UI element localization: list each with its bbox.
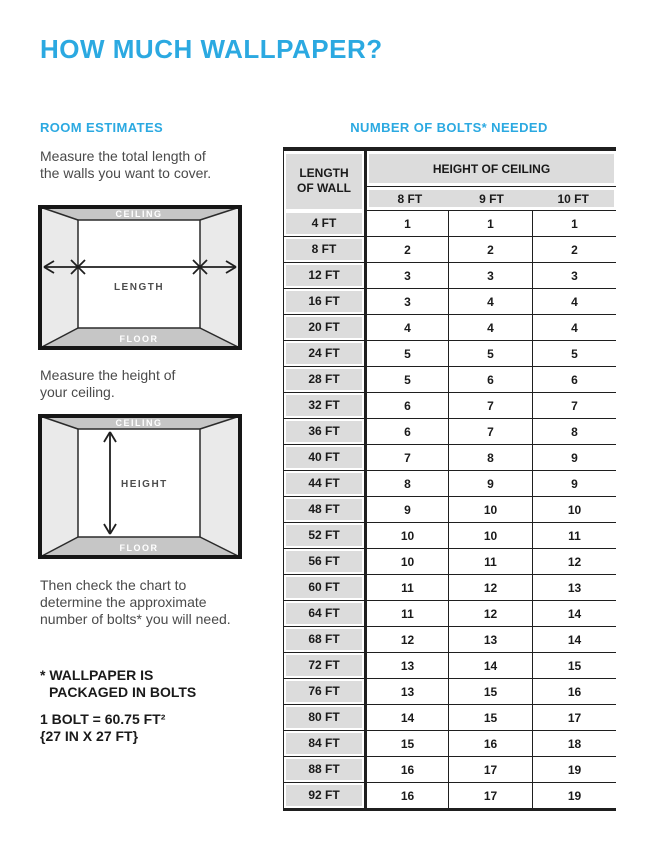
height-measure-label: HEIGHT bbox=[121, 479, 168, 490]
bolt-count-cell: 7 bbox=[532, 393, 616, 419]
table-row bbox=[284, 393, 616, 419]
bolt-count-cell: 14 bbox=[532, 627, 616, 653]
bolt-count-cell: 4 bbox=[448, 315, 532, 341]
wall-length-cell: 36 FT bbox=[284, 419, 364, 445]
bolt-count-cell: 4 bbox=[448, 289, 532, 315]
right-wall-shape bbox=[200, 416, 240, 557]
bolt-count-cell: 17 bbox=[532, 705, 616, 731]
bolt-count-cell: 8 bbox=[448, 445, 532, 471]
ceiling-label: CEILING bbox=[115, 209, 163, 219]
bolt-count-cell: 16 bbox=[448, 731, 532, 757]
bolt-count-cell: 3 bbox=[364, 263, 448, 289]
ceiling-height-columns-header bbox=[364, 187, 616, 211]
bolt-count-cell: 15 bbox=[532, 653, 616, 679]
bolt-count-cell: 11 bbox=[532, 523, 616, 549]
group-header-label: HEIGHT OF CEILING bbox=[432, 161, 551, 176]
bolt-count-cell: 2 bbox=[448, 237, 532, 263]
bolt-count-cell: 13 bbox=[532, 575, 616, 601]
table-row bbox=[284, 783, 616, 809]
step3-line3: number of bolts* you will need. bbox=[40, 611, 231, 627]
wall-length-cell: 20 FT bbox=[284, 315, 364, 341]
wall-length-cell: 40 FT bbox=[284, 445, 364, 471]
wall-length-cell: 48 FT bbox=[284, 497, 364, 523]
bolt-count-cell: 16 bbox=[364, 783, 448, 809]
table-row bbox=[284, 263, 616, 289]
bolt-count-cell: 4 bbox=[364, 315, 448, 341]
bolt-spec-line2: {27 IN X 27 FT} bbox=[40, 728, 139, 744]
step3-instruction bbox=[40, 577, 231, 628]
footnote-line2: PACKAGED IN BOLTS bbox=[49, 684, 197, 700]
bolt-count-cell: 1 bbox=[448, 211, 532, 237]
table-row bbox=[284, 575, 616, 601]
bolt-spec-line1: 1 BOLT = 60.75 FT² bbox=[40, 711, 166, 727]
length-of-wall-header bbox=[284, 151, 364, 211]
bolt-count-cell: 6 bbox=[532, 367, 616, 393]
bolt-count-cell: 14 bbox=[364, 705, 448, 731]
bolt-count-cell: 12 bbox=[448, 575, 532, 601]
table-row bbox=[284, 705, 616, 731]
table-row bbox=[284, 471, 616, 497]
wall-length-cell: 16 FT bbox=[284, 289, 364, 315]
col-header-9ft: 9 FT bbox=[479, 191, 504, 206]
step1-line2: the walls you want to cover. bbox=[40, 165, 212, 181]
table-row bbox=[284, 341, 616, 367]
wall-length-cell: 92 FT bbox=[284, 783, 364, 809]
bolt-count-cell: 5 bbox=[532, 341, 616, 367]
page-title: HOW MUCH WALLPAPER? bbox=[40, 34, 383, 64]
bolt-count-cell: 18 bbox=[532, 731, 616, 757]
table-row bbox=[284, 445, 616, 471]
bolt-count-cell: 17 bbox=[448, 783, 532, 809]
bolt-count-cell: 9 bbox=[448, 471, 532, 497]
bolt-count-cell: 2 bbox=[364, 237, 448, 263]
bolt-count-cell: 5 bbox=[364, 341, 448, 367]
bolt-count-cell: 10 bbox=[532, 497, 616, 523]
bolt-spec bbox=[40, 711, 165, 745]
wall-length-cell: 4 FT bbox=[284, 211, 364, 237]
right-wall-shape bbox=[200, 207, 240, 348]
bolt-count-cell: 2 bbox=[532, 237, 616, 263]
floor-label: FLOOR bbox=[119, 334, 159, 344]
bolt-count-cell: 3 bbox=[532, 263, 616, 289]
wall-length-cell: 24 FT bbox=[284, 341, 364, 367]
wall-length-cell: 60 FT bbox=[284, 575, 364, 601]
bolt-count-cell: 11 bbox=[364, 601, 448, 627]
corner-header-line1: LENGTH bbox=[299, 166, 349, 180]
table-row bbox=[284, 549, 616, 575]
table-row bbox=[284, 601, 616, 627]
bolt-count-cell: 13 bbox=[364, 679, 448, 705]
bolts-table-wrap bbox=[283, 147, 616, 811]
wall-length-cell: 68 FT bbox=[284, 627, 364, 653]
bolt-count-cell: 19 bbox=[532, 757, 616, 783]
floor-label: FLOOR bbox=[119, 543, 159, 553]
bolt-count-cell: 9 bbox=[532, 445, 616, 471]
bolt-count-cell: 10 bbox=[448, 523, 532, 549]
back-wall-shape bbox=[78, 220, 200, 328]
length-diagram bbox=[38, 205, 242, 350]
left-wall-shape bbox=[40, 416, 78, 557]
room-estimates-heading: ROOM ESTIMATES bbox=[40, 120, 164, 135]
bolt-count-cell: 3 bbox=[448, 263, 532, 289]
bolt-count-cell: 17 bbox=[448, 757, 532, 783]
wall-length-cell: 88 FT bbox=[284, 757, 364, 783]
bolt-count-cell: 7 bbox=[364, 445, 448, 471]
wall-length-cell: 80 FT bbox=[284, 705, 364, 731]
wall-length-cell: 28 FT bbox=[284, 367, 364, 393]
table-row bbox=[284, 237, 616, 263]
table-row bbox=[284, 315, 616, 341]
bolt-count-cell: 15 bbox=[448, 679, 532, 705]
bolt-count-cell: 8 bbox=[364, 471, 448, 497]
bolt-count-cell: 3 bbox=[364, 289, 448, 315]
bolt-count-cell: 15 bbox=[448, 705, 532, 731]
bolt-count-cell: 5 bbox=[364, 367, 448, 393]
wall-length-cell: 52 FT bbox=[284, 523, 364, 549]
wall-length-cell: 76 FT bbox=[284, 679, 364, 705]
length-measure-label: LENGTH bbox=[113, 282, 165, 293]
table-row bbox=[284, 653, 616, 679]
height-diagram bbox=[38, 414, 242, 559]
bolt-count-cell: 7 bbox=[448, 393, 532, 419]
step2-line2: your ceiling. bbox=[40, 384, 115, 400]
bolt-count-cell: 12 bbox=[532, 549, 616, 575]
table-row bbox=[284, 419, 616, 445]
bolt-count-cell: 6 bbox=[364, 393, 448, 419]
left-wall-shape bbox=[40, 207, 78, 348]
bolts-needed-heading: NUMBER OF BOLTS* NEEDED bbox=[350, 120, 548, 135]
bolt-count-cell: 1 bbox=[532, 211, 616, 237]
bolt-count-cell: 13 bbox=[448, 627, 532, 653]
bolt-count-cell: 4 bbox=[532, 289, 616, 315]
ceiling-label: CEILING bbox=[115, 418, 163, 428]
bolt-count-cell: 10 bbox=[364, 523, 448, 549]
col-header-10ft: 10 FT bbox=[557, 191, 589, 206]
header-row-1 bbox=[284, 151, 616, 187]
bolt-count-cell: 10 bbox=[448, 497, 532, 523]
table-row bbox=[284, 679, 616, 705]
bolt-count-cell: 15 bbox=[364, 731, 448, 757]
footnote-line1: * WALLPAPER IS bbox=[40, 667, 154, 683]
bolt-count-cell: 11 bbox=[448, 549, 532, 575]
wall-length-cell: 12 FT bbox=[284, 263, 364, 289]
wall-length-cell: 84 FT bbox=[284, 731, 364, 757]
bolt-count-cell: 12 bbox=[364, 627, 448, 653]
table-row bbox=[284, 731, 616, 757]
bolt-count-cell: 9 bbox=[364, 497, 448, 523]
table-row bbox=[284, 211, 616, 237]
corner-header-line2: OF WALL bbox=[297, 181, 351, 195]
bolt-count-cell: 13 bbox=[364, 653, 448, 679]
bolt-count-cell: 8 bbox=[532, 419, 616, 445]
bolt-count-cell: 11 bbox=[364, 575, 448, 601]
bolt-count-cell: 6 bbox=[364, 419, 448, 445]
table-row bbox=[284, 627, 616, 653]
table-row bbox=[284, 497, 616, 523]
wall-length-cell: 44 FT bbox=[284, 471, 364, 497]
bolts-footnote bbox=[40, 667, 196, 701]
bolt-count-cell: 14 bbox=[448, 653, 532, 679]
step2-instruction bbox=[40, 367, 175, 401]
bolt-count-cell: 19 bbox=[532, 783, 616, 809]
step1-instruction bbox=[40, 148, 211, 182]
wall-length-cell: 32 FT bbox=[284, 393, 364, 419]
wall-length-cell: 64 FT bbox=[284, 601, 364, 627]
bolt-count-cell: 10 bbox=[364, 549, 448, 575]
step1-line1: Measure the total length of bbox=[40, 148, 206, 164]
bolt-count-cell: 1 bbox=[364, 211, 448, 237]
bolt-count-cell: 6 bbox=[448, 367, 532, 393]
wall-length-cell: 56 FT bbox=[284, 549, 364, 575]
height-of-ceiling-header bbox=[364, 151, 616, 187]
bolt-count-cell: 7 bbox=[448, 419, 532, 445]
col-header-8ft: 8 FT bbox=[397, 191, 423, 206]
table-row bbox=[284, 523, 616, 549]
step3-line1: Then check the chart to bbox=[40, 577, 187, 593]
bolt-count-cell: 12 bbox=[448, 601, 532, 627]
table-row bbox=[284, 757, 616, 783]
bolt-count-cell: 5 bbox=[448, 341, 532, 367]
bolt-count-cell: 16 bbox=[364, 757, 448, 783]
wall-length-cell: 72 FT bbox=[284, 653, 364, 679]
bolt-count-cell: 14 bbox=[532, 601, 616, 627]
table-row bbox=[284, 367, 616, 393]
bolts-table bbox=[283, 147, 616, 811]
step3-line2: determine the approximate bbox=[40, 594, 207, 610]
bolt-count-cell: 16 bbox=[532, 679, 616, 705]
bolt-count-cell: 9 bbox=[532, 471, 616, 497]
step2-line1: Measure the height of bbox=[40, 367, 176, 383]
table-row bbox=[284, 289, 616, 315]
bolt-count-cell: 4 bbox=[532, 315, 616, 341]
wall-length-cell: 8 FT bbox=[284, 237, 364, 263]
bolts-table-body bbox=[284, 211, 616, 809]
